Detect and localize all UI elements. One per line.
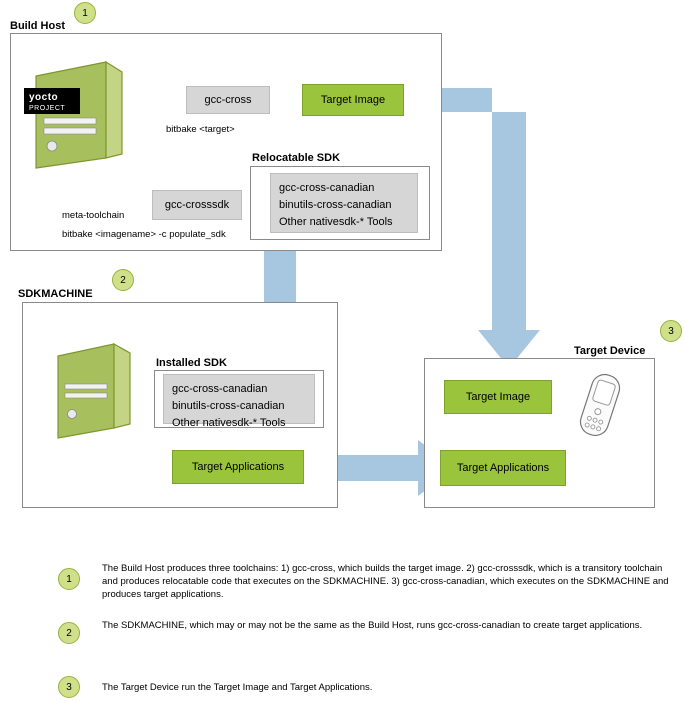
bitbake-populate-sdk-caption: bitbake <imagename> -c populate_sdk	[62, 229, 226, 240]
meta-toolchain-caption: meta-toolchain	[62, 210, 125, 221]
target-applications-sdkmachine-box: Target Applications	[172, 450, 304, 484]
relocatable-sdk-item-1: binutils-cross-canadian	[279, 199, 392, 211]
yocto-logo-line2: PROJECT	[29, 105, 66, 112]
installed-sdk-label: Installed SDK	[156, 357, 227, 369]
legend-text-2: The SDKMACHINE, which may or may not be the same as the Build Host, runs gcc-cross-canadian to create target applications.	[102, 620, 643, 631]
gcc-crosssdk-box: gcc-crosssdk	[152, 190, 242, 220]
installed-sdk-item-1: binutils-cross-canadian	[172, 400, 285, 412]
legend-text-3: The Target Device run the Target Image and Target Applications.	[102, 682, 373, 693]
build-host-label: Build Host	[10, 20, 65, 32]
legend-badge-1: 1	[58, 568, 80, 590]
target-image-build-box: Target Image	[302, 84, 404, 116]
sdkmachine-server-icon	[48, 340, 140, 445]
installed-sdk-item-0: gcc-cross-canadian	[172, 383, 268, 395]
gcc-cross-box: gcc-cross	[186, 86, 270, 114]
yocto-project-logo	[24, 88, 80, 114]
legend-text-1: The Build Host produces three toolchains: 1) gcc-cross, which builds the target image. 2) gcc-crosssdk, which is a transitory toolchain and produces relocatable code that executes on the SDKMACHINE. 3) gcc-cross-canadian, which executes on the SDKMACHINE and produces target applications.	[102, 563, 669, 600]
badge-3-top: 3	[660, 320, 682, 342]
handheld-device-icon	[568, 370, 632, 445]
build-host-server-icon	[22, 58, 132, 175]
target-applications-device-box: Target Applications	[440, 450, 566, 486]
installed-sdk-contents	[163, 374, 315, 429]
bitbake-target-caption: bitbake <target>	[166, 124, 235, 135]
target-image-device-box: Target Image	[444, 380, 552, 414]
badge-2-top: 2	[112, 269, 134, 291]
relocatable-sdk-item-0: gcc-cross-canadian	[279, 182, 375, 194]
legend-badge-3: 3	[58, 676, 80, 698]
relocatable-sdk-label: Relocatable SDK	[252, 152, 341, 164]
relocatable-sdk-item-2: Other nativesdk-* Tools	[279, 216, 393, 228]
relocatable-sdk-contents	[270, 173, 418, 233]
yocto-logo-line1: yocto	[29, 92, 59, 103]
sdkmachine-label: SDKMACHINE	[18, 288, 93, 300]
badge-1-top: 1	[74, 2, 96, 24]
installed-sdk-item-2: Other nativesdk-* Tools	[172, 417, 286, 429]
legend-badge-2: 2	[58, 622, 80, 644]
target-device-label: Target Device	[574, 345, 646, 357]
